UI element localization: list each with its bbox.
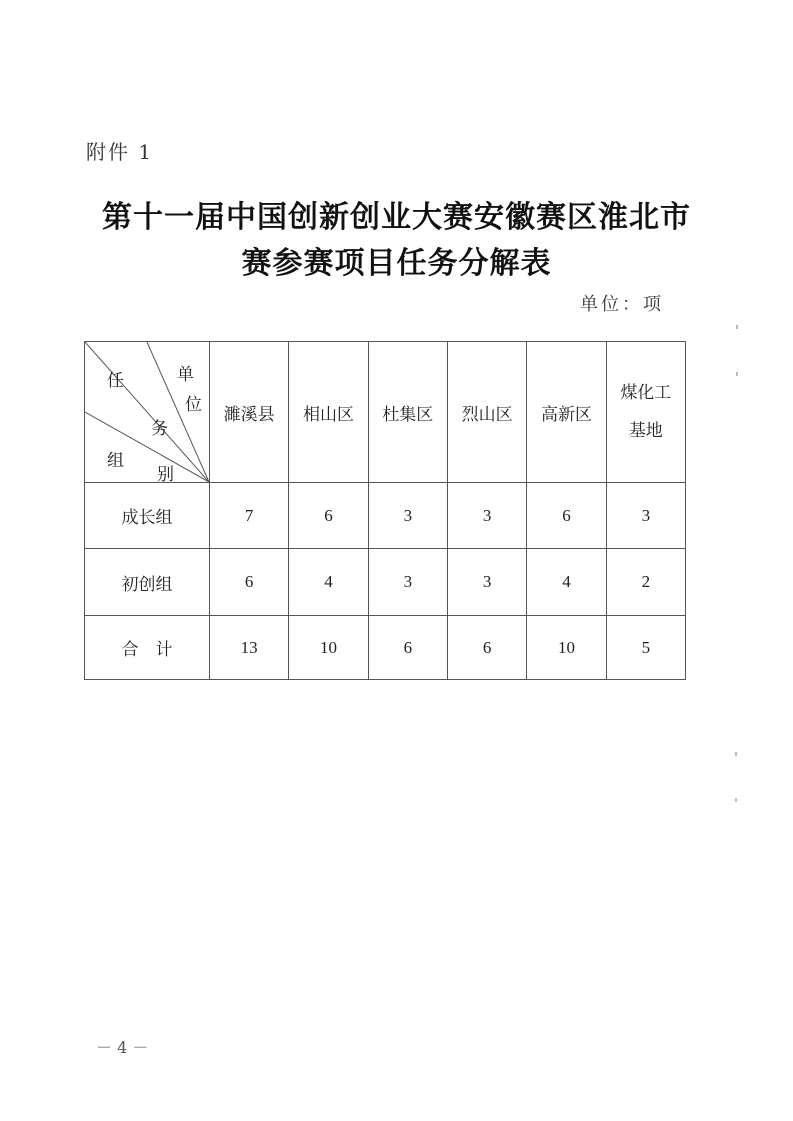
table-row: [85, 616, 686, 680]
table-cell: 7: [210, 483, 289, 549]
corner-label-wu: 务: [151, 419, 168, 439]
corner-label-zu: 组: [107, 451, 124, 471]
scan-mark: [735, 752, 737, 756]
table-cell: 3: [606, 483, 685, 549]
table-cell: 3: [447, 483, 526, 549]
column-header: 烈山区: [447, 342, 526, 483]
table-cell: 10: [289, 616, 368, 680]
table-cell: 6: [210, 549, 289, 616]
row-label: 合 计: [85, 616, 210, 680]
table-cell: 3: [368, 483, 447, 549]
table-cell: 6: [289, 483, 368, 549]
unit-label: 单位：项: [580, 294, 664, 315]
header-row: [85, 342, 686, 483]
column-header-line-2: 基地: [628, 421, 663, 441]
table-cell: 5: [606, 616, 685, 680]
column-header: 濉溪县: [210, 342, 289, 483]
table-cell: 13: [210, 616, 289, 680]
column-header: 高新区: [527, 342, 606, 483]
table-cell: 6: [527, 483, 606, 549]
table-cell: 6: [368, 616, 447, 680]
corner-label-dan: 单: [177, 365, 194, 385]
table-cell: 10: [527, 616, 606, 680]
task-breakdown-table: [84, 341, 686, 680]
corner-label-wei: 位: [185, 395, 202, 415]
table-cell: 3: [368, 549, 447, 616]
corner-label-ren: 任: [107, 371, 124, 391]
corner-header-cell: [85, 342, 210, 483]
page-number: － 4 －: [96, 1038, 149, 1057]
table-row: [85, 549, 686, 616]
column-header-line-1: 煤化工: [620, 383, 672, 403]
scan-mark: [736, 325, 738, 329]
table-row: [85, 483, 686, 549]
document-title-line-1: 第十一届中国创新创业大赛安徽赛区淮北市: [102, 200, 691, 235]
column-header: 相山区: [289, 342, 368, 483]
row-label: 初创组: [85, 549, 210, 616]
table-cell: 4: [527, 549, 606, 616]
column-header-coal-chemical-base: [606, 342, 685, 483]
table-cell: 4: [289, 549, 368, 616]
document-title-line-2: 赛参赛项目任务分解表: [241, 246, 552, 281]
column-header: 杜集区: [368, 342, 447, 483]
corner-label-bie: 别: [157, 465, 174, 485]
table-cell: 6: [447, 616, 526, 680]
table-cell: 3: [447, 549, 526, 616]
attachment-label: 附件 1: [86, 140, 154, 164]
table-cell: 2: [606, 549, 685, 616]
row-label: 成长组: [85, 483, 210, 549]
scan-mark: [735, 798, 737, 802]
scan-mark: [736, 372, 738, 376]
